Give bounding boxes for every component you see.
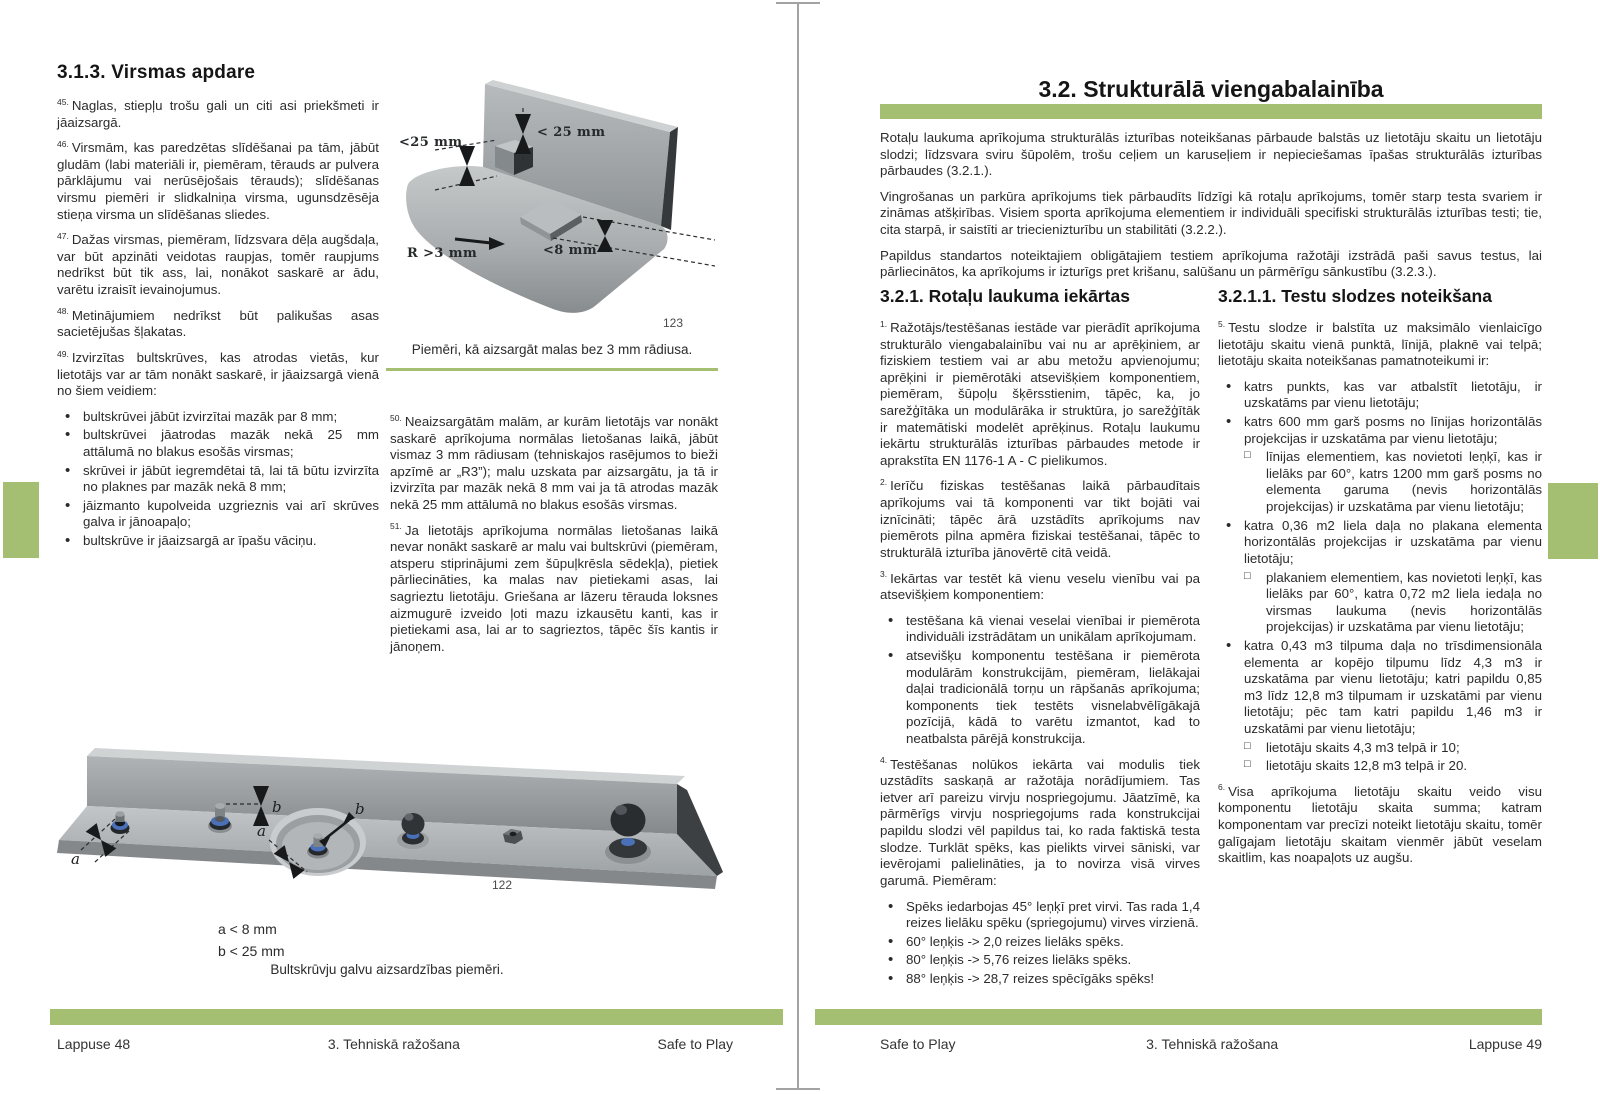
bullet-item: • bultskrūve ir jāaizsargā ar īpašu vāciņu. xyxy=(57,533,379,550)
bullet-item: • katrs punkts, kas var atbalstīt lietotāju, ir uzskatāms par vienu lietotāju; xyxy=(1218,379,1542,412)
label-8mm: <8 mm xyxy=(543,243,597,258)
chapter-title: 3.2. Strukturālā viengabalainība xyxy=(1038,76,1384,102)
bullet-item: • 88° leņķis -> 28,7 reizes spēcīgāks spēks! xyxy=(880,971,1200,988)
caption-underline xyxy=(386,368,718,371)
paragraph-number: 50. xyxy=(390,412,402,423)
paragraph: $^{4.}$ Testēšanas nolūkos iekārta vai modulis tiek uzstādīts saskaņā ar ražotāja norādījumiem. Tas ietver arī pareizu virvju nospriegojumu. Jāatzīmē, ka pārmērīgs virvju nospriegojums rada konstrukcijai papildu slodzi vēl papildus tai, ko rada faktiskā testa slodze. Turklāt spēks, kas pielikts virvei sāniski, var ievērojami palielināties, ja to novirza visā virves garumā. Piemēram: xyxy=(880,755,1200,888)
paragraph: $^{47.}$ Dažas virsmas, piemēram, līdzsvara dēļa augšdaļa, var būt apzināti veidotas raupjas, tomēr raupjums nedrīkst būt tik ass, lai, nonākot saskarē ar ādu, varētu izraisīt ievainojumus. xyxy=(57,230,379,298)
bullet-item: • bultskrūvei jāatrodas mazāk nekā 25 mm attālumā no blakus esošās virsmas; xyxy=(57,427,379,460)
paragraph: $^{45.}$ Naglas, stiepļu trošu gali un citi asi priekšmeti ir jāaizsargā. xyxy=(57,96,379,130)
paragraph: $^{46.}$ Virsmām, kas paredzētas slīdēšanai pa tām, jābūt gludām (labi materiāli ir, piemēram, tērauds ar pulvera pārklājumu vai nerūsējošais tērauds); slīdēšanas virsmu piemēri ir slidkalniņa virsma, ugunsdzēsēja stieņa virsma un slīdēšanas sliedes. xyxy=(57,138,379,222)
footer-bar-left xyxy=(50,1009,783,1025)
chapter-side-tab-right xyxy=(1548,483,1598,559)
paragraph: $^{1.}$ Ražotājs/testēšanas iestāde var pierādīt aprīkojuma strukturālo viengabalainību vai nu ar aprēķiniem, ar fiziskiem testiem vai ar abu metožu apvienojumu; aprēķini ir piemērotāki atsevišķiem komponentiem, piemēram, šūpoļu šķērsstienim, tāpēc, ka, jo sarežģītāka un modulārāka ir struktūra, jo sarežģītāk ir matemātiski modelēt aprēķinus. Rotaļu laukumu iekārtu strukturālās izturības pārbaudes metode ir aprakstīta EN 1176-1 A - C pielikumos. xyxy=(880,318,1200,468)
right-page-column-2 xyxy=(1218,320,1542,876)
paragraph-number: 4. xyxy=(880,755,888,766)
bullet-item: • Spēks iedarbojas 45° leņķī pret virvi. Tas rada 1,4 reizes lielāku spēku (spriegojumu) virves virzienā. xyxy=(880,899,1200,932)
b-definition: b < 25 mm xyxy=(218,943,285,959)
paragraph-number: 2. xyxy=(880,477,888,488)
bullet-list xyxy=(57,409,379,550)
bullet-item: □ lietotāju skaits 12,8 m3 telpā ir 20. xyxy=(1218,758,1542,775)
label-a-1: a xyxy=(71,850,80,868)
label-top-25mm: < 25 mm xyxy=(537,125,606,140)
paragraph: $^{2.}$ Ierīču fiziskas testēšanas laikā pārbaudītais aprīkojums vai tā komponenti var tikt bojāti vai iznīcināti; tāpēc ārā uzstādīts aprīkojums nav piemērots pilna apmēra fiziskai testēšanai, tāpēc to strukturālā izturība jānovērtē citā veidā. xyxy=(880,477,1200,560)
paragraph-number: 48. xyxy=(57,306,69,317)
figure-number-122: 122 xyxy=(492,878,513,892)
paragraph-number: 49. xyxy=(57,348,69,359)
page-divider-line xyxy=(797,2,799,1090)
document-title-right: Safe to Play xyxy=(880,1036,956,1052)
page-number-right: Lappuse 49 xyxy=(1468,1036,1542,1052)
right-page-column-1 xyxy=(880,320,1200,997)
bullet-item: • testēšana kā vienai veselai vienībai ir piemērota individuāli izstrādātam un unikālam aprīkojumam. xyxy=(880,613,1200,646)
chapter-title-right: 3. Tehniskā ražošana xyxy=(1146,1036,1279,1052)
label-b-1: b xyxy=(272,798,282,816)
paragraph: $^{6.}$ Visa aprīkojuma lietotāju skaitu veido visu komponentu lietotāju skaita summa; katram komponentam var precīzi noteikt lietotāju skaitu, tomēr galīgajam lietotāju skaitam vienmēr jābūt veselam skaitlim, kas noapaļots uz augšu. xyxy=(1218,782,1542,866)
left-page-column-1 xyxy=(57,98,379,559)
bullet-list xyxy=(880,613,1200,748)
paragraph-number: 3. xyxy=(880,569,888,580)
page-number-left: Lappuse 48 xyxy=(57,1036,131,1052)
bullet-item: • katra 0,36 m2 liela daļa no plakana elementa horizontālās projekcijas ir uzskatāma par vienu lietotāju; xyxy=(1218,518,1542,568)
figure-caption-top: Piemēri, kā aizsargāt malas bez 3 mm rādiusa. xyxy=(411,342,693,357)
paragraph: $^{3.}$ Iekārtas var testēt kā vienu veselu vienību vai pa atsevišķiem komponentiem: xyxy=(880,569,1200,603)
figure-number-123: 123 xyxy=(662,316,683,330)
bullet-item: • bultskrūvei jābūt izvirzītai mazāk par 8 mm; xyxy=(57,409,379,426)
bullet-item: • 80° leņķis -> 5,76 reizes lielāks spēks. xyxy=(880,952,1200,969)
figure-bolt-heads xyxy=(55,700,735,895)
paragraph-number: 6. xyxy=(1218,782,1226,793)
footer-left-page xyxy=(57,1036,733,1052)
right-page-intro xyxy=(880,130,1542,290)
document-title-left: Safe to Play xyxy=(657,1036,733,1052)
subsection-title-1: 3.2.1. Rotaļu laukuma iekārtas xyxy=(880,286,1130,306)
a-definition: a < 8 mm xyxy=(218,921,277,937)
chapter-title-bar xyxy=(880,104,1542,119)
paragraph-number: 45. xyxy=(57,96,69,107)
paragraph: Vingrošanas un parkūra aprīkojums tiek pārbaudīts līdzīgi kā rotaļu aprīkojums, tomēr starp testa svariem ir zināmas atšķirības. Visiem sporta aprīkojuma elementiem ir individuāli specifiski strukturālās izturības testi; tie, cita starpā, ir saistīti ar triecienizturību un stabilitāti (3.2.2.). xyxy=(880,188,1542,238)
label-b-2: b xyxy=(355,800,365,818)
footer-right-page xyxy=(880,1036,1542,1052)
label-a-2: a xyxy=(257,822,266,840)
bullet-item: • skrūvei ir jābūt iegremdētai tā, lai tā būtu izvirzīta no plaknes par mazāk nekā 8 mm; xyxy=(57,463,379,496)
figure-dimension-definitions xyxy=(218,918,285,962)
crop-mark-bottom xyxy=(776,1088,820,1090)
paragraph: Rotaļu laukuma aprīkojuma strukturālās izturības noteikšanas pārbaude balstās uz lietotāju skaitu un lietotāju slodzi; līdzsvara sviru šūpolēm, trošu ceļiem un karuseļiem ir nepieciešamas īpašas strukturālās izturības pārbaudes (3.2.1.). xyxy=(880,130,1542,179)
bullet-item: □ līnijas elementiem, kas novietoti leņķī, kas ir lielāks par 60°, katrs 1200 mm garš posms no elementa garuma (nevis horizontālās projekcijas) ir uzskatāma par vienu lietotāju; xyxy=(1218,449,1542,515)
bullet-item: • katra 0,43 m3 tilpuma daļa no trīsdimensionāla elementa ar kopējo tilpumu līdz 4,3 m3 ir uzskatāma par vienu lietotāju; katri papildu 0,85 m3 līdz 12,8 m3 tilpumam ir uzskatāmi par vienu lietotāju; pēc tam katri papildu 1,46 m3 ir uzskatāmi par vienu lietotāju; xyxy=(1218,638,1542,738)
figure-edge-protection xyxy=(385,54,717,314)
bullet-item: □ plakaniem elementiem, kas novietoti leņķī, kas lielāks par 60°, katra 0,72 m2 liela iedaļa no virsmas laukuma (nevis horizontālās projekcijas) ir uzskatāma par vienu lietotāju; xyxy=(1218,570,1542,636)
paragraph: Papildus standartos noteiktajiem obligātajiem testiem aprīkojuma ražotāji izstrādā paši savus testus, lai pārliecinātos, ka aprīkojums ir izturīgs pret krišanu, salūšanu un pārmērīgu sānkustību (3.2.3.). xyxy=(880,247,1542,280)
footer-bar-right xyxy=(815,1009,1542,1025)
paragraph-number: 1. xyxy=(880,318,888,329)
paragraph-number: 5. xyxy=(1218,318,1226,329)
paragraph-number: 51. xyxy=(390,521,402,532)
paragraph: $^{50.}$ Neaizsargātām malām, ar kurām lietotājs var nonākt saskarē aprīkojuma normālas lietošanas laikā, jābūt vismaz 3 mm rādiusam (tehniskajos rasējumos to bieži apzīmē ar „R3”); malu uzskata par aizsargātu, ja tā ir izvirzīta par mazāk nekā 8 mm vai ja tā atrodas mazāk nekā 25 mm attālumā no blakus esošās virsmas. xyxy=(390,412,718,513)
chapter-title-left: 3. Tehniskā ražošana xyxy=(327,1036,460,1052)
section-title-left: 3.1.3. Virsmas apdare xyxy=(57,62,256,83)
bullet-item: • jāizmanto kupolveida uzgrieznis vai arī skrūves galva ir jānoapaļo; xyxy=(57,498,379,531)
bullet-item: • katrs 600 mm garš posms no līnijas horizontālās projekcijas ir uzskatāma par vienu lietotāju; xyxy=(1218,414,1542,447)
bullet-item: • 60° leņķis -> 2,0 reizes lielāks spēks. xyxy=(880,934,1200,951)
bullet-list xyxy=(880,899,1200,988)
label-radius: R >3 mm xyxy=(407,246,478,261)
figure-caption-bottom: Bultskrūvju galvu aizsardzības piemēri. xyxy=(270,962,504,977)
left-page-column-2 xyxy=(390,414,718,665)
bullet-list xyxy=(1218,379,1542,775)
subsection-title-2: 3.2.1.1. Testu slodzes noteikšana xyxy=(1218,286,1492,306)
paragraph: $^{5.}$ Testu slodze ir balstīta uz maksimālo vienlaicīgo lietotāju skaitu vienā punktā, līnijā, plaknē vai telpā; lietotāju skaita noteikšanas pamatnoteikumi ir: xyxy=(1218,318,1542,369)
bullet-item: • atsevišķu komponentu testēšana ir piemērota modulārām konstrukcijām, piemēram, lielākajai daļai tradicionālā torņu un rāpšanās aprīkojuma; komponents tiek testēts visnelabvēlīgākajā pozīcijā, kādā to varētu izmantot, kad to neatbalsta pārējā konstrukcija. xyxy=(880,648,1200,748)
paragraph: $^{49.}$ Izvirzītas bultskrūves, kas atrodas vietās, kur lietotājs var ar tām nonākt saskarē, ir jāaizsargā vienā no šiem veidiem: xyxy=(57,348,379,399)
bullet-item: □ lietotāju skaits 4,3 m3 telpā ir 10; xyxy=(1218,740,1542,757)
paragraph: $^{51.}$ Ja lietotājs aprīkojuma normālas lietošanas laikā nevar nonākt saskarē ar malu vai bultskrūvi (piemēram, atsperu stiprinājumi zem šūpuļkrēsla sēdekļa), pietiek pārliecināties, ka malas nav pietiekami asas, lai sagrieztu lietotāju. Griešana ar lāzeru tērauda loksnes aizmugurē izveido ļoti mazu izkausētu kanti, kas ir pietiekami asa, lai ar to sagrieztos, tāpēc šīs kantis ir jānoņem. xyxy=(390,521,718,654)
paragraph: $^{48.}$ Metinājumiem nedrīkst būt palikušas asas sacietējušas šļakatas. xyxy=(57,306,379,340)
paragraph-number: 47. xyxy=(57,230,69,241)
chapter-side-tab-left xyxy=(3,482,39,558)
paragraph-number: 46. xyxy=(57,138,69,149)
label-left-25mm: <25 mm xyxy=(399,135,463,150)
